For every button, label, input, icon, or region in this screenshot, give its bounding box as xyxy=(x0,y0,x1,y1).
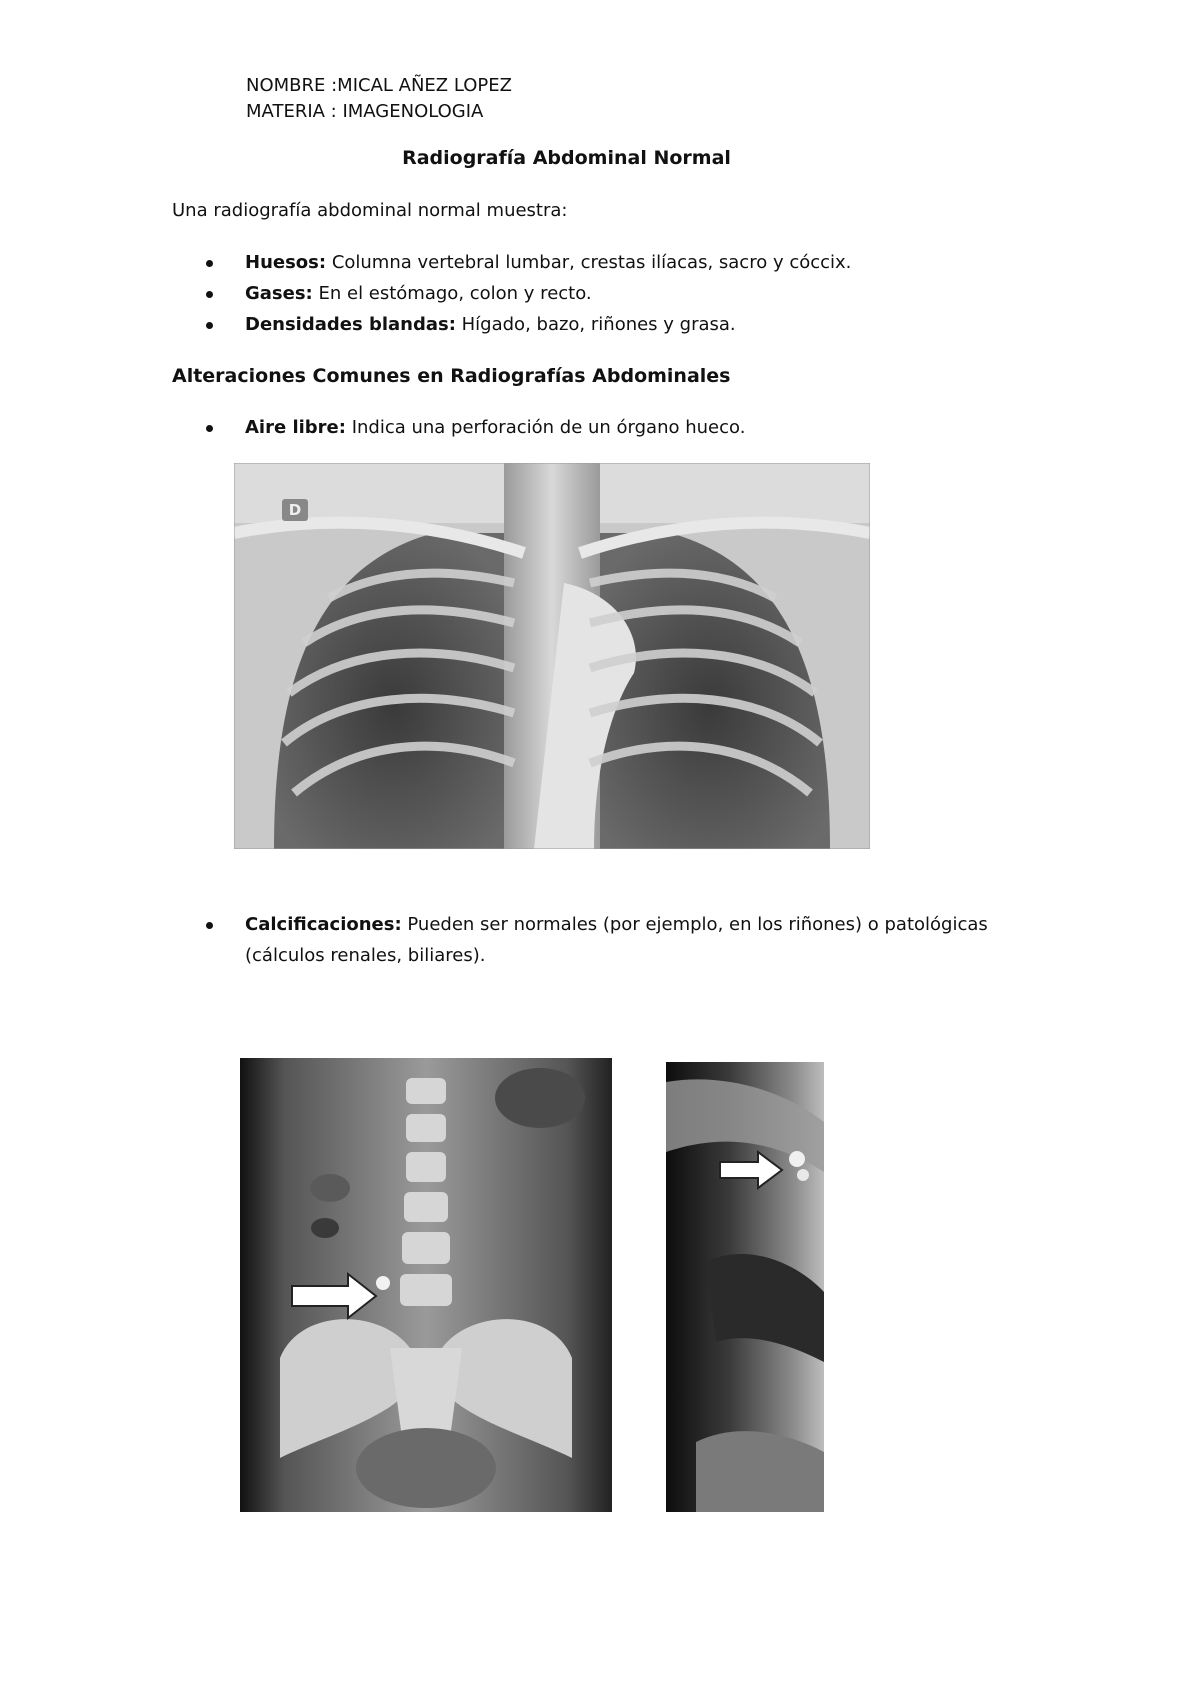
item-term: Gases: xyxy=(245,283,313,304)
item-term: Aire libre: xyxy=(245,417,346,438)
item-text: Indica una perforación de un órgano hueco. xyxy=(345,417,746,438)
item-term: Densidades blandas: xyxy=(245,314,456,335)
bullet-icon xyxy=(206,291,213,298)
subject-name: MATERIA : IMAGENOLOGIA xyxy=(246,101,484,122)
item-text: En el estómago, colon y recto. xyxy=(312,283,592,304)
item-term: Calcificaciones: xyxy=(245,914,402,935)
item-text: Pueden ser normales (por ejemplo, en los riñones) o patológicas xyxy=(401,914,988,935)
item-text: Columna vertebral lumbar, crestas ilíacas, sacro y cóccix. xyxy=(326,252,852,273)
intro-text: Una radiografía abdominal normal muestra: xyxy=(172,200,568,221)
item-text-continued: (cálculos renales, biliares). xyxy=(245,945,486,966)
bullet-icon xyxy=(206,260,213,267)
item-text: Hígado, bazo, riñones y grasa. xyxy=(455,314,736,335)
bullet-icon xyxy=(206,322,213,329)
document-title: Radiografía Abdominal Normal xyxy=(402,147,731,169)
student-name: NOMBRE :MICAL AÑEZ LOPEZ xyxy=(246,75,512,96)
item-term: Huesos: xyxy=(245,252,327,273)
bullet-icon xyxy=(206,922,213,929)
abdominal-xray-image xyxy=(240,1058,612,1512)
section-title: Alteraciones Comunes en Radiografías Abdominales xyxy=(172,365,731,387)
chest-xray-image xyxy=(234,463,870,849)
bullet-icon xyxy=(206,425,213,432)
lateral-xray-image xyxy=(666,1062,824,1512)
xray-side-marker: D xyxy=(282,499,308,521)
